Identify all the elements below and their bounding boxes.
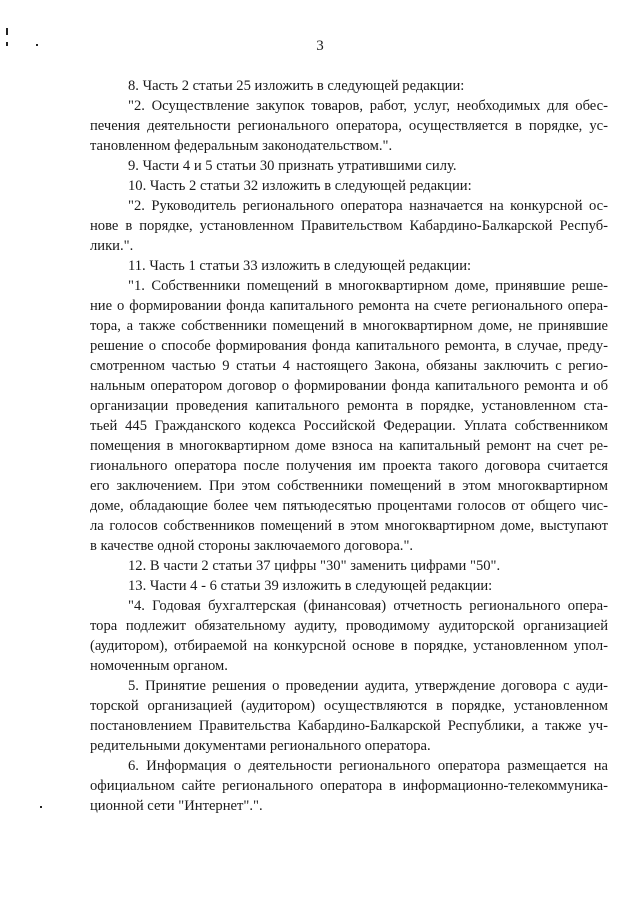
text-line: нове в порядке, установленном Правительством Кабардино-Балкарской Респуб- <box>90 218 608 234</box>
margin-mark <box>6 28 8 35</box>
text-line: помещения в многоквартирном доме взноса на капитальный ремонт на счет ре- <box>90 438 608 454</box>
text-line: в качестве одной стороны заключаемого договора.". <box>90 538 414 554</box>
text-line: решение о способе формирования фонда капитального ремонта, в случае, преду- <box>90 338 608 354</box>
text-line: (аудитором), отбираемой на конкурсной основе в порядке, установленном упол- <box>90 638 608 654</box>
text-line: его заключением. При этом собственники помещений в этом многоквартирном <box>90 478 608 494</box>
margin-dot <box>40 806 42 808</box>
text-line: гионального оператора после получения им проекта такого договора считается <box>90 458 608 474</box>
text-line: 10. Часть 2 статьи 32 изложить в следующей редакции: <box>128 178 472 194</box>
text-line: смотренном частью 9 статьи 4 настоящего Закона, обязаны заключить с регио- <box>90 358 608 374</box>
text-line: 5. Принятие решения о проведении аудита, утверждение договора с ауди- <box>128 678 608 694</box>
text-line: "2. Руководитель регионального оператора назначается на конкурсной ос- <box>128 198 608 214</box>
text-line: 6. Информация о деятельности регионального оператора размещается на <box>128 758 608 774</box>
text-line: тора подлежит обязательному аудиту, проводимому аудиторской организацией <box>90 618 608 634</box>
text-line: организации проведения капитального ремонта в порядке, установленном ста- <box>90 398 608 414</box>
text-line: номоченным органом. <box>90 658 228 674</box>
text-line: 8. Часть 2 статьи 25 изложить в следующей редакции: <box>128 78 465 94</box>
text-line: "2. Осуществление закупок товаров, работ, услуг, необходимых для обес- <box>128 98 608 114</box>
text-line: ционной сети "Интернет".". <box>90 798 263 814</box>
text-line: 13. Части 4 - 6 статьи 39 изложить в следующей редакции: <box>128 578 493 594</box>
text-line: доме, обладающие более чем пятьюдесятью процентами голосов от общего чис- <box>90 498 608 514</box>
text-line: ла голосов собственников помещений в этом многоквартирном доме, выступают <box>90 518 608 534</box>
text-line: 9. Части 4 и 5 статьи 30 признать утратившими силу. <box>128 158 457 174</box>
text-line: постановлением Правительства Кабардино-Балкарской Республики, а также уч- <box>90 718 608 734</box>
text-line: печения деятельности регионального оператора, осуществляется в порядке, ус- <box>90 118 608 134</box>
text-line: "1. Собственники помещений в многоквартирном доме, принявшие реше- <box>128 278 608 294</box>
text-line: официальном сайте регионального оператора в информационно-телекоммуника- <box>90 778 608 794</box>
text-line: редительными документами регионального оператора. <box>90 738 431 754</box>
text-line: тора, а также собственники помещений в многоквартирном доме, не принявшие <box>90 318 608 334</box>
text-line: тьей 445 Гражданского кодекса Российской Федерации. Уплата собственником <box>90 418 608 434</box>
text-line: 11. Часть 1 статьи 33 изложить в следующей редакции: <box>128 258 472 274</box>
page-number: 3 <box>316 38 324 54</box>
text-line: торской организацией (аудитором) осуществляются в порядке, установленном <box>90 698 608 714</box>
text-line: 12. В части 2 статьи 37 цифры "30" заменить цифрами "50". <box>128 558 501 574</box>
text-line: ние о формировании фонда капитального ремонта на счете регионального опера- <box>90 298 608 314</box>
text-line: нальным оператором договор о формировании фонда капитального ремонта и об <box>90 378 608 394</box>
text-line: тановленном федеральным законодательством.". <box>90 138 393 154</box>
text-line: лики.". <box>90 238 134 254</box>
text-line: "4. Годовая бухгалтерская (финансовая) отчетность регионального опера- <box>128 598 608 614</box>
document-body <box>90 76 608 816</box>
